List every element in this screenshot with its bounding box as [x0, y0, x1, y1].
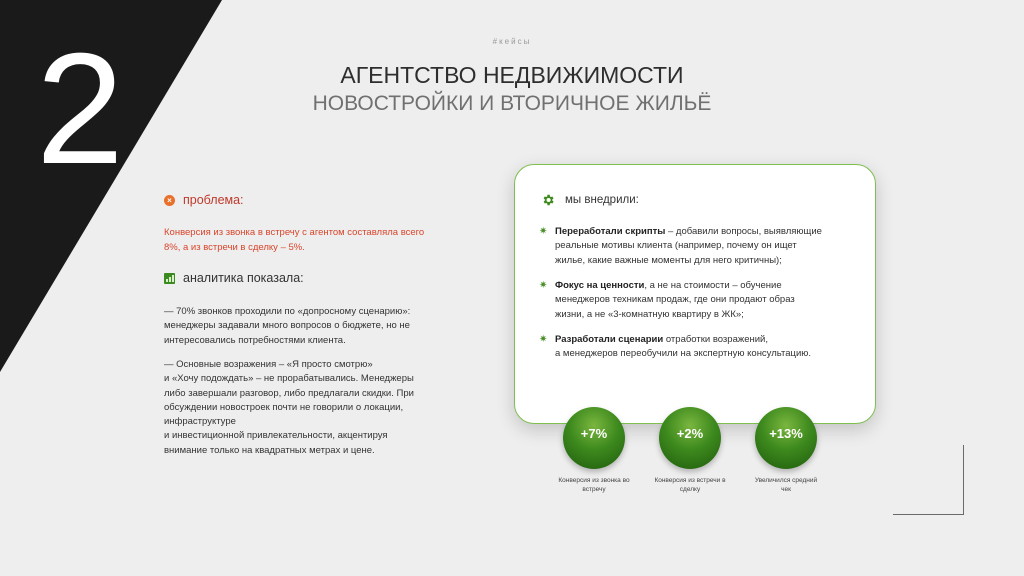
item-bold: Фокус на ценности — [555, 280, 645, 291]
analytics-line: и «Хочу подождать» – не прорабатывались. Менеджеры — [164, 373, 414, 385]
item-line: реальные мотивы клиента (например, почему он ищет — [555, 240, 797, 252]
analytics-heading — [164, 271, 304, 285]
result-circle-calls — [563, 407, 625, 469]
item-bold: Переработали скрипты — [555, 226, 666, 237]
result-caption — [645, 476, 735, 494]
result-caption — [549, 476, 639, 494]
problem-line: 8%, а из встречи в сделку – 5%. — [164, 242, 305, 253]
analytics-line: интересовались потребностями клиента. — [164, 334, 346, 346]
analytics-paragraph-1 — [164, 305, 454, 348]
hashtag: #кейсы — [492, 37, 532, 46]
frame-line-horizontal — [893, 514, 964, 515]
star-bullet-icon: ✷ — [539, 226, 548, 237]
analytics-line: — Основные возражения – «Я просто смотрю» — [164, 359, 373, 370]
item-rest: , а не на стоимости – обучение — [644, 280, 782, 291]
analytics-line: менеджеры задавали много вопросов о бюджете, но не — [164, 320, 410, 332]
analytics-line: и инвестиционной привлекательности, акцентируя — [164, 430, 388, 442]
result-value: +2% — [676, 425, 704, 441]
problem-line: Конверсия из звонка в встречу с агентом составляла всего — [164, 227, 425, 238]
frame-line-vertical — [963, 445, 964, 515]
problem-text — [164, 225, 454, 255]
problem-heading — [164, 193, 244, 207]
item-rest: отработки возражений, — [663, 334, 768, 345]
implemented-item — [539, 225, 859, 268]
caption-line: Конверсия из встречи в — [654, 477, 726, 484]
result-circle-check — [755, 407, 817, 469]
chart-icon — [164, 273, 175, 284]
star-bullet-icon: ✷ — [539, 280, 548, 291]
warning-circle-icon: × — [164, 195, 175, 206]
implemented-item — [539, 279, 859, 322]
caption-line: встречу — [582, 486, 606, 493]
item-line: жилье, какие важные моменты для него критичны); — [555, 254, 782, 266]
analytics-line: обсуждении новостроек почти не говорили о локации, — [164, 401, 404, 413]
analytics-line: — 70% звонков проходили по «допросному сценарию»: — [164, 306, 411, 317]
slide-number: 2 — [36, 21, 124, 197]
page-title: АГЕНТСТВО НЕДВИЖИМОСТИ — [340, 62, 684, 88]
star-bullet-icon: ✷ — [539, 334, 548, 345]
result-circle-deals — [659, 407, 721, 469]
caption-line: чек — [781, 486, 791, 493]
caption-line: Конверсия из звонка во — [558, 477, 630, 484]
implemented-item — [539, 333, 859, 362]
gear-icon — [541, 193, 555, 207]
analytics-line: либо завершали разговор, либо предлагали скидки. При — [164, 387, 414, 399]
result-caption — [741, 476, 831, 494]
item-line: менеджеров техникам продаж, где они продают образ — [555, 294, 795, 306]
result-value: +13% — [769, 425, 803, 441]
implemented-card — [514, 164, 876, 424]
analytics-label: аналитика показала: — [183, 271, 304, 285]
item-line: а менеджеров переобучили на экспертную консультацию. — [555, 348, 812, 360]
page-subtitle: НОВОСТРОЙКИ И ВТОРИЧНОЕ ЖИЛЬЁ — [312, 92, 712, 115]
caption-line: Увеличился средний — [754, 477, 818, 484]
item-bold: Разработали сценарии — [555, 334, 664, 345]
problem-label: проблема: — [183, 193, 244, 207]
implemented-label: мы внедрили: — [565, 194, 639, 206]
analytics-line: внимание только на квадратных метрах и цене. — [164, 444, 375, 456]
analytics-line: инфраструктуре — [164, 416, 236, 428]
result-value: +7% — [580, 425, 608, 441]
caption-line: сделку — [679, 486, 701, 493]
item-rest: – добавили вопросы, выявляющие — [665, 226, 822, 237]
item-line: жизни, а не «3-комнатную квартиру в ЖК»; — [555, 308, 744, 320]
implemented-heading — [541, 193, 639, 207]
analytics-paragraph-2 — [164, 358, 454, 458]
